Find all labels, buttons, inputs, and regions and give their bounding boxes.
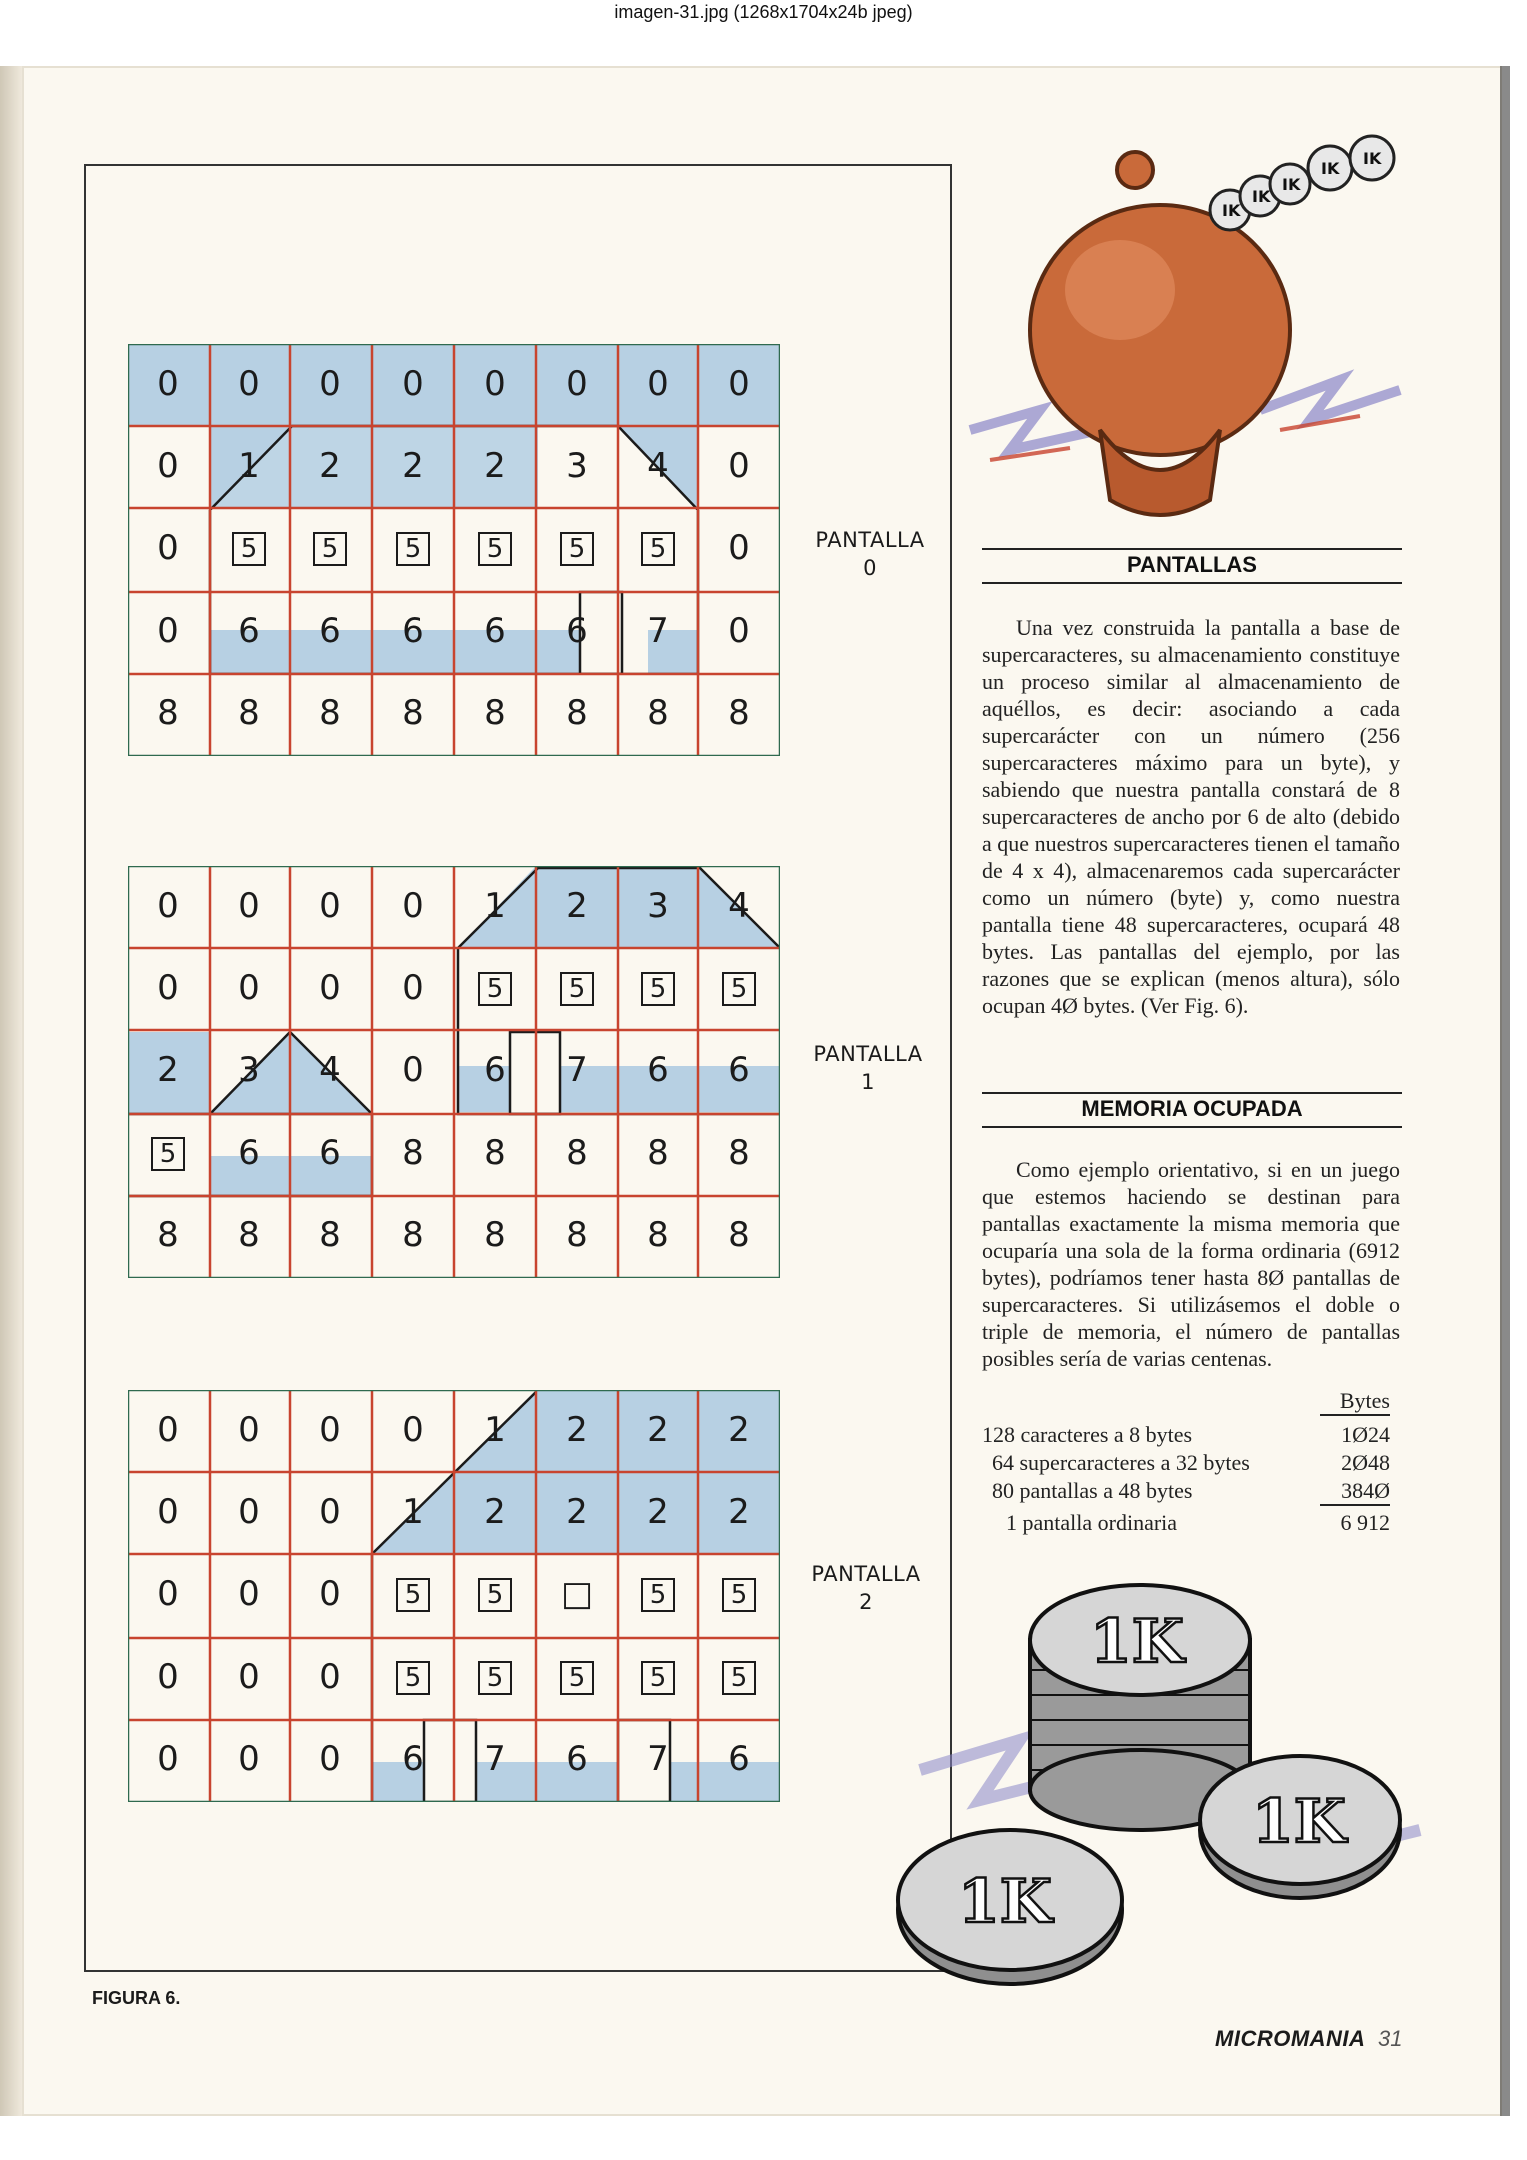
grid-cell-number: 6 bbox=[402, 1739, 424, 1779]
grid-cell-number: 0 bbox=[157, 1410, 179, 1450]
grid-cell-number: 6 bbox=[728, 1050, 750, 1090]
grid-cell-number: 8 bbox=[647, 693, 669, 733]
grid-cell-number: 2 bbox=[157, 1050, 179, 1090]
screen-1-label bbox=[798, 1040, 938, 1096]
grid-cell-number: 2 bbox=[484, 446, 506, 486]
grid-cell-number: 8 bbox=[484, 1215, 506, 1255]
grid-cell-number: 5 bbox=[480, 1663, 510, 1693]
bytes-table-header bbox=[980, 1388, 1400, 1420]
grid-cell-number: 0 bbox=[157, 364, 179, 404]
grid-cell-number: 2 bbox=[566, 1410, 588, 1450]
grid-cell-number: 0 bbox=[319, 968, 341, 1008]
grid-cell-number: 5 bbox=[398, 1663, 428, 1693]
grid-cell-number: 6 bbox=[238, 611, 260, 651]
table-row bbox=[980, 1510, 1400, 1542]
grid-cell-number: 6 bbox=[566, 1739, 588, 1779]
grid-cell-number: 0 bbox=[402, 1050, 424, 1090]
grid-cell-number: 6 bbox=[238, 1133, 260, 1173]
grid-cell-number: 0 bbox=[157, 1492, 179, 1532]
grid-cell-number: 4 bbox=[319, 1050, 341, 1090]
grid-cell-number: 1 bbox=[238, 446, 260, 486]
grid-cell-number: 8 bbox=[566, 1133, 588, 1173]
screen-2-grid bbox=[128, 1390, 780, 1802]
grid-cell-number: 0 bbox=[319, 1492, 341, 1532]
rule-memoria-bottom bbox=[982, 1126, 1402, 1128]
grid-cell-number: 8 bbox=[484, 1133, 506, 1173]
grid-cell-number: 0 bbox=[157, 1574, 179, 1614]
grid-cell-number: 3 bbox=[238, 1050, 260, 1090]
screen-0-label-number: 0 bbox=[863, 556, 877, 580]
grid-cell-number: 5 bbox=[643, 1663, 673, 1693]
grid-cell-number: 0 bbox=[238, 1492, 260, 1532]
grid-cell-number: 0 bbox=[566, 364, 588, 404]
piggy-coin-text: IK bbox=[1222, 201, 1241, 220]
grid-cell-number: 0 bbox=[402, 1410, 424, 1450]
screen-0-grid bbox=[128, 344, 780, 756]
piggy-coin-text: IK bbox=[1252, 187, 1271, 206]
grid-cell-number: 0 bbox=[238, 1574, 260, 1614]
grid-cell-number: 6 bbox=[484, 1050, 506, 1090]
grid-cell-number: 4 bbox=[647, 446, 669, 486]
screen-1-label-number: 1 bbox=[861, 1070, 875, 1094]
page-edge-left bbox=[0, 66, 22, 2116]
grid-cell-number: 5 bbox=[562, 974, 592, 1004]
grid-cell-number: 8 bbox=[319, 693, 341, 733]
grid-cell-number: 3 bbox=[647, 886, 669, 926]
rule-pantallas-top bbox=[982, 548, 1402, 550]
grid-cell-number: 5 bbox=[562, 534, 592, 564]
coins-illustration bbox=[880, 1570, 1440, 2010]
grid-cell-number: 0 bbox=[238, 1410, 260, 1450]
grid-cell-number: 1 bbox=[484, 886, 506, 926]
grid-cell-number: 5 bbox=[398, 1580, 428, 1610]
figure-caption: FIGURA 6. bbox=[92, 1988, 181, 2008]
paragraph-pantallas-text: Una vez construida la pantalla a base de supercaracteres, su almacenamiento constituye un proceso similar al almacenamiento de aquéllos, es decir: asociando a cada supercarácter con un número (256 supercaracteres máximo para un byte), y sabiendo que nuestra pantalla constará de 8 supercaracteres de ancho por 6 de alto (debido a que nuestros supercaracteres tienen el tamaño de 4 x 4), almacenaremos cada supercarácter como un número (byte) y, como nuestra pantalla tiene 48 supercaracteres, ocupará 48 bytes. Las pantallas del ejemplo, por las razones que se explican (menos altura), sólo ocupan 4Ø bytes. (Ver Fig. 6). bbox=[982, 615, 1400, 1018]
page-number: 31 bbox=[1378, 2026, 1403, 2051]
table-row-value: 1Ø24 bbox=[1341, 1422, 1390, 1447]
grid-cell-number: 7 bbox=[647, 1739, 669, 1779]
grid-cell-number: 5 bbox=[562, 1663, 592, 1693]
grid-cell-number: 6 bbox=[484, 611, 506, 651]
grid-cell-number: 8 bbox=[728, 1133, 750, 1173]
grid-cell-number: 8 bbox=[238, 693, 260, 733]
grid-cell-number: 5 bbox=[724, 974, 754, 1004]
grid-cell-number: 0 bbox=[402, 886, 424, 926]
grid-cell-number: 8 bbox=[647, 1215, 669, 1255]
grid-cell-number: 0 bbox=[157, 446, 179, 486]
grid-cell-number: 0 bbox=[402, 364, 424, 404]
screen-1-label-title: PANTALLA bbox=[813, 1042, 923, 1066]
table-row-label: 1 pantalla ordinaria bbox=[1006, 1510, 1178, 1535]
grid-cell-number: 2 bbox=[566, 886, 588, 926]
grid-cell-number: 0 bbox=[319, 1657, 341, 1697]
grid-cell-number: 5 bbox=[724, 1663, 754, 1693]
grid-cell-number: 8 bbox=[402, 1133, 424, 1173]
grid-cell-number: 0 bbox=[238, 1657, 260, 1697]
grid-cell-number: 8 bbox=[402, 693, 424, 733]
grid-cell-number: 0 bbox=[484, 364, 506, 404]
coin-stream bbox=[1210, 136, 1394, 230]
screen-0-label-title: PANTALLA bbox=[815, 528, 925, 552]
grid-cell-number: 2 bbox=[728, 1492, 750, 1532]
grid-cell-number: 8 bbox=[319, 1215, 341, 1255]
grid-cell-number: 0 bbox=[728, 611, 750, 651]
magazine-name: MICROMANIA bbox=[1215, 2026, 1366, 2051]
grid-cell-number: 0 bbox=[319, 886, 341, 926]
grid-cell-number: 0 bbox=[319, 1574, 341, 1614]
grid-cell-number: 2 bbox=[647, 1492, 669, 1532]
grid-cell-number: 2 bbox=[728, 1410, 750, 1450]
paragraph-memoria-text: Como ejemplo orientativo, si en un juego que estemos haciendo se destinan para pantallas exactamente la misma memoria que ocuparía una sola de la forma ordinaria (6912 bytes), podríamos tener hasta 8Ø pantallas de supercaracteres. Si utilizásemos el doble o triple de memoria, el número de pantallas posibles sería de varias centenas. bbox=[982, 1157, 1400, 1371]
table-row-label: 64 supercaracteres a 32 bytes bbox=[992, 1450, 1250, 1475]
grid-cell-number: 0 bbox=[157, 1739, 179, 1779]
page-edge-right bbox=[1500, 66, 1510, 2116]
grid-cell-number: 8 bbox=[238, 1215, 260, 1255]
grid-cell-number: 8 bbox=[157, 693, 179, 733]
coin-text: 1K bbox=[958, 1867, 1052, 1937]
heading-memoria: MEMORIA OCUPADA bbox=[1081, 1096, 1303, 1121]
grid-cell-number: 7 bbox=[484, 1739, 506, 1779]
grid-cell-number: 0 bbox=[157, 886, 179, 926]
rule-memoria-top bbox=[982, 1092, 1402, 1094]
screen-2-label-title: PANTALLA bbox=[811, 1562, 921, 1586]
grid-cell-number: 0 bbox=[238, 886, 260, 926]
table-row-label: 80 pantallas a 48 bytes bbox=[992, 1478, 1193, 1503]
grid-cell-number: 0 bbox=[319, 364, 341, 404]
grid-cell-number: 5 bbox=[315, 534, 345, 564]
grid-cell-number: 7 bbox=[566, 1050, 588, 1090]
grid-cell-number: 6 bbox=[402, 611, 424, 651]
table-row-value: 6 912 bbox=[1340, 1510, 1390, 1535]
heading-pantallas: PANTALLAS bbox=[1127, 552, 1257, 577]
piggy-coin-text: IK bbox=[1363, 149, 1382, 168]
grid-cell-number: 2 bbox=[566, 1492, 588, 1532]
grid-cell-number: 5 bbox=[480, 974, 510, 1004]
grid-cell-number: 0 bbox=[238, 364, 260, 404]
grid-cell-number: 6 bbox=[728, 1739, 750, 1779]
grid-cell-number: 0 bbox=[157, 611, 179, 651]
grid-cell-number: 0 bbox=[402, 968, 424, 1008]
grid-cell-number: 0 bbox=[319, 1410, 341, 1450]
grid-cell-number: 2 bbox=[484, 1492, 506, 1532]
table-row-value: 2Ø48 bbox=[1341, 1450, 1390, 1475]
grid-cell-number: 0 bbox=[728, 364, 750, 404]
grid-cell-number: 2 bbox=[647, 1410, 669, 1450]
grid-cell-number: 0 bbox=[647, 364, 669, 404]
window-title: imagen-31.jpg (1268x1704x24b jpeg) bbox=[0, 0, 1527, 62]
grid-cell-number: 5 bbox=[398, 534, 428, 564]
grid-cell-number: 0 bbox=[157, 968, 179, 1008]
grid-cell-number: 5 bbox=[480, 1580, 510, 1610]
grid-cell-number: 2 bbox=[319, 446, 341, 486]
grid-cell-number: 0 bbox=[728, 528, 750, 568]
table-row-label: 128 caracteres a 8 bytes bbox=[982, 1422, 1193, 1447]
grid-cell-number: 5 bbox=[153, 1139, 183, 1169]
grid-cell-number: 8 bbox=[728, 693, 750, 733]
grid-cell-number: 5 bbox=[234, 534, 264, 564]
grid-cell-number: 8 bbox=[157, 1215, 179, 1255]
grid-cell-number: 8 bbox=[728, 1215, 750, 1255]
grid-cell-number: 6 bbox=[647, 1050, 669, 1090]
grid-cell-number: 8 bbox=[647, 1133, 669, 1173]
grid-cell-number: 5 bbox=[643, 974, 673, 1004]
grid-cell-number: 6 bbox=[566, 611, 588, 651]
grid-cell-number: 8 bbox=[402, 1215, 424, 1255]
rule-pantallas-bottom bbox=[982, 582, 1402, 584]
grid-cell-number: 5 bbox=[643, 534, 673, 564]
grid-cell-number: 8 bbox=[484, 693, 506, 733]
table-row-value: 384Ø bbox=[1320, 1478, 1390, 1506]
grid-cell-number: 2 bbox=[402, 446, 424, 486]
bytes-header: Bytes bbox=[1320, 1388, 1390, 1416]
piggy-bank-illustration bbox=[960, 130, 1440, 530]
grid-cell-number: 0 bbox=[157, 1657, 179, 1697]
coin-text: 1K bbox=[1090, 1607, 1184, 1677]
grid-cell-number: 6 bbox=[319, 611, 341, 651]
grid-cell-number: 7 bbox=[647, 611, 669, 651]
grid-cell-number: 8 bbox=[566, 1215, 588, 1255]
coin-text: 1K bbox=[1252, 1787, 1346, 1857]
grid-cell-number: 8 bbox=[566, 693, 588, 733]
grid-cell-number: 0 bbox=[238, 1739, 260, 1779]
grid-cell-number: 4 bbox=[728, 886, 750, 926]
grid-cell-number: 1 bbox=[402, 1492, 424, 1532]
grid-cell-number: 5 bbox=[643, 1580, 673, 1610]
paragraph-memoria bbox=[982, 1156, 1400, 1372]
table-row bbox=[980, 1478, 1400, 1510]
grid-cell-number: 6 bbox=[319, 1133, 341, 1173]
grid-cell-number: □ bbox=[560, 1574, 594, 1614]
grid-cell-number: 1 bbox=[484, 1410, 506, 1450]
grid-cell-number: 5 bbox=[724, 1580, 754, 1610]
grid-cell-number: 5 bbox=[480, 534, 510, 564]
grid-cell-number: 0 bbox=[319, 1739, 341, 1779]
grid-cell-number: 0 bbox=[157, 528, 179, 568]
screen-0-label bbox=[800, 526, 940, 582]
grid-cell-number: 0 bbox=[728, 446, 750, 486]
grid-cell-number: 3 bbox=[566, 446, 588, 486]
piggy-coin-text: IK bbox=[1321, 159, 1340, 178]
grid-cell-number: 0 bbox=[238, 968, 260, 1008]
screen-1-grid bbox=[128, 866, 780, 1278]
paragraph-pantallas bbox=[982, 614, 1400, 1019]
piggy-coin-text: IK bbox=[1282, 175, 1301, 194]
screen-2-label-number: 2 bbox=[859, 1590, 873, 1614]
